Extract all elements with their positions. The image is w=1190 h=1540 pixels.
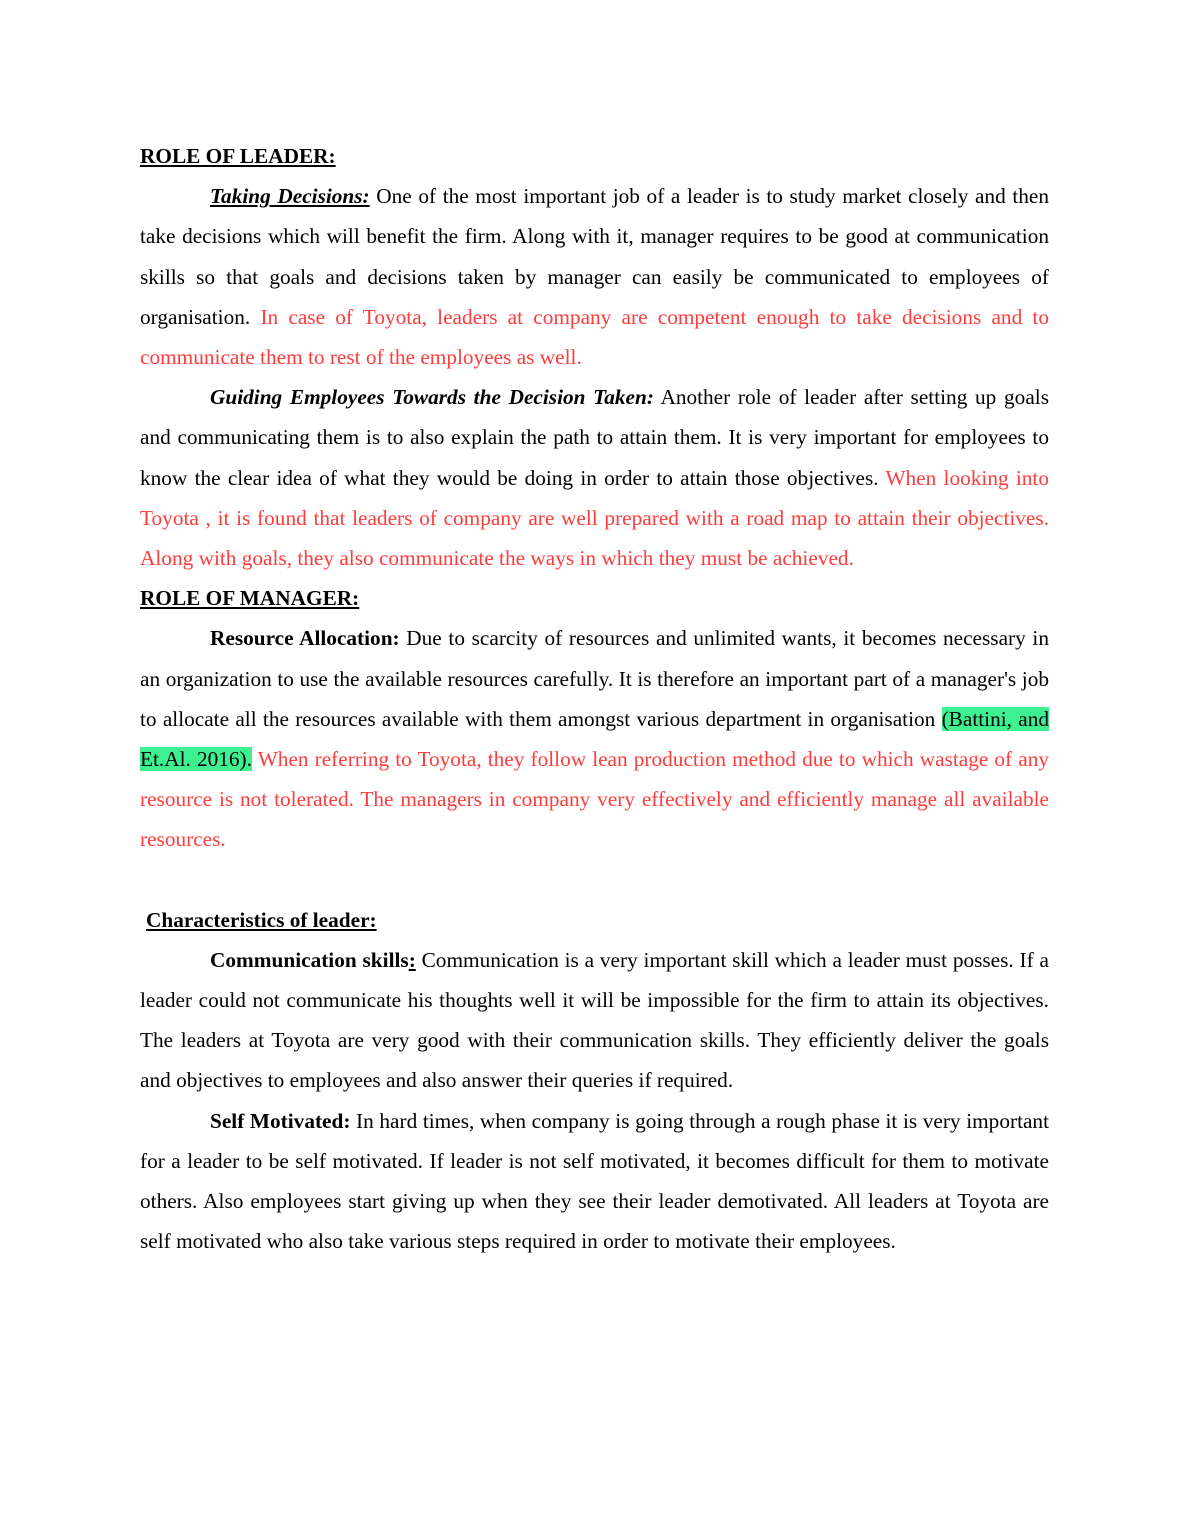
communication-skills-colon: : <box>408 947 416 972</box>
taking-decisions-body: One of the most important job of a leader is to study market closely and then take decisions which will benefit the firm. Along with it, manager requires to be good at communication skills so that goals and decisions taken by manager can easily be communicated to employees of organisation. <box>140 184 1049 329</box>
communication-skills-title: Communication skills <box>210 947 409 972</box>
resource-allocation-toyota-note: When referring to Toyota, they follow lean production method due to which wastage of any resource is not tolerated. The managers in company very effectively and efficiently manage all available resources. <box>140 747 1049 852</box>
role-of-manager-heading: ROLE OF MANAGER: <box>140 586 360 611</box>
guiding-employees-toyota-note: When looking into Toyota , it is found that leaders of company are well prepared with a road map to attain their objectives. Along with goals, they also communicate the ways in which they must be achieved. <box>140 465 1049 571</box>
role-of-leader-heading: ROLE OF LEADER: <box>140 144 336 168</box>
document-page <box>140 136 1049 1261</box>
taking-decisions-paragraph <box>140 176 1049 377</box>
guiding-employees-title: Guiding Employees Towards the Decision Taken: <box>210 385 654 410</box>
characteristics-heading: Characteristics of leader: <box>146 907 377 932</box>
communication-skills-paragraph <box>140 940 1049 1101</box>
communication-skills-body: Communication is a very important skill which a leader must posses. If a leader could not communicate his thoughts well it will be impossible for the firm to attain its objectives. The leaders at Toyota are very good with their communication skills. They efficiently deliver the goals and objectives to employees and also answer their queries if required. <box>140 947 1049 1093</box>
guiding-employees-body: Another role of leader after setting up goals and communicating them is to also explain the path to attain them. It is very important for employees to know the clear idea of what they would be doing in order to attain those objectives. <box>140 385 1049 490</box>
taking-decisions-title: Taking Decisions: <box>210 184 370 209</box>
resource-allocation-title: Resource Allocation: <box>210 626 400 651</box>
resource-allocation-body: Due to scarcity of resources and unlimited wants, it becomes necessary in an organization to use the available resources carefully. It is therefore an important part of a manager's job to allocate all the resources available with them amongst various department in organisation <box>140 626 1049 731</box>
citation-highlight: (Battini, and Et.Al. 2016). <box>140 706 1049 772</box>
guiding-employees-paragraph <box>140 377 1049 578</box>
section-spacer <box>140 860 1049 900</box>
self-motivated-paragraph <box>140 1101 1049 1262</box>
taking-decisions-toyota-note: In case of Toyota, leaders at company are competent enough to take decisions and to communicate them to rest of the employees as well. <box>140 304 1050 370</box>
self-motivated-title: Self Motivated: <box>210 1108 351 1133</box>
resource-allocation-paragraph <box>140 618 1049 859</box>
self-motivated-body: In hard times, when company is going through a rough phase it is very important for a leader to be self motivated. If leader is not self motivated, it becomes difficult for them to motivate others. Also employees start giving up when they see their leader demotivated. All leaders at Toyota are self motivated who also take various steps required in order to motivate their employees. <box>140 1108 1049 1254</box>
